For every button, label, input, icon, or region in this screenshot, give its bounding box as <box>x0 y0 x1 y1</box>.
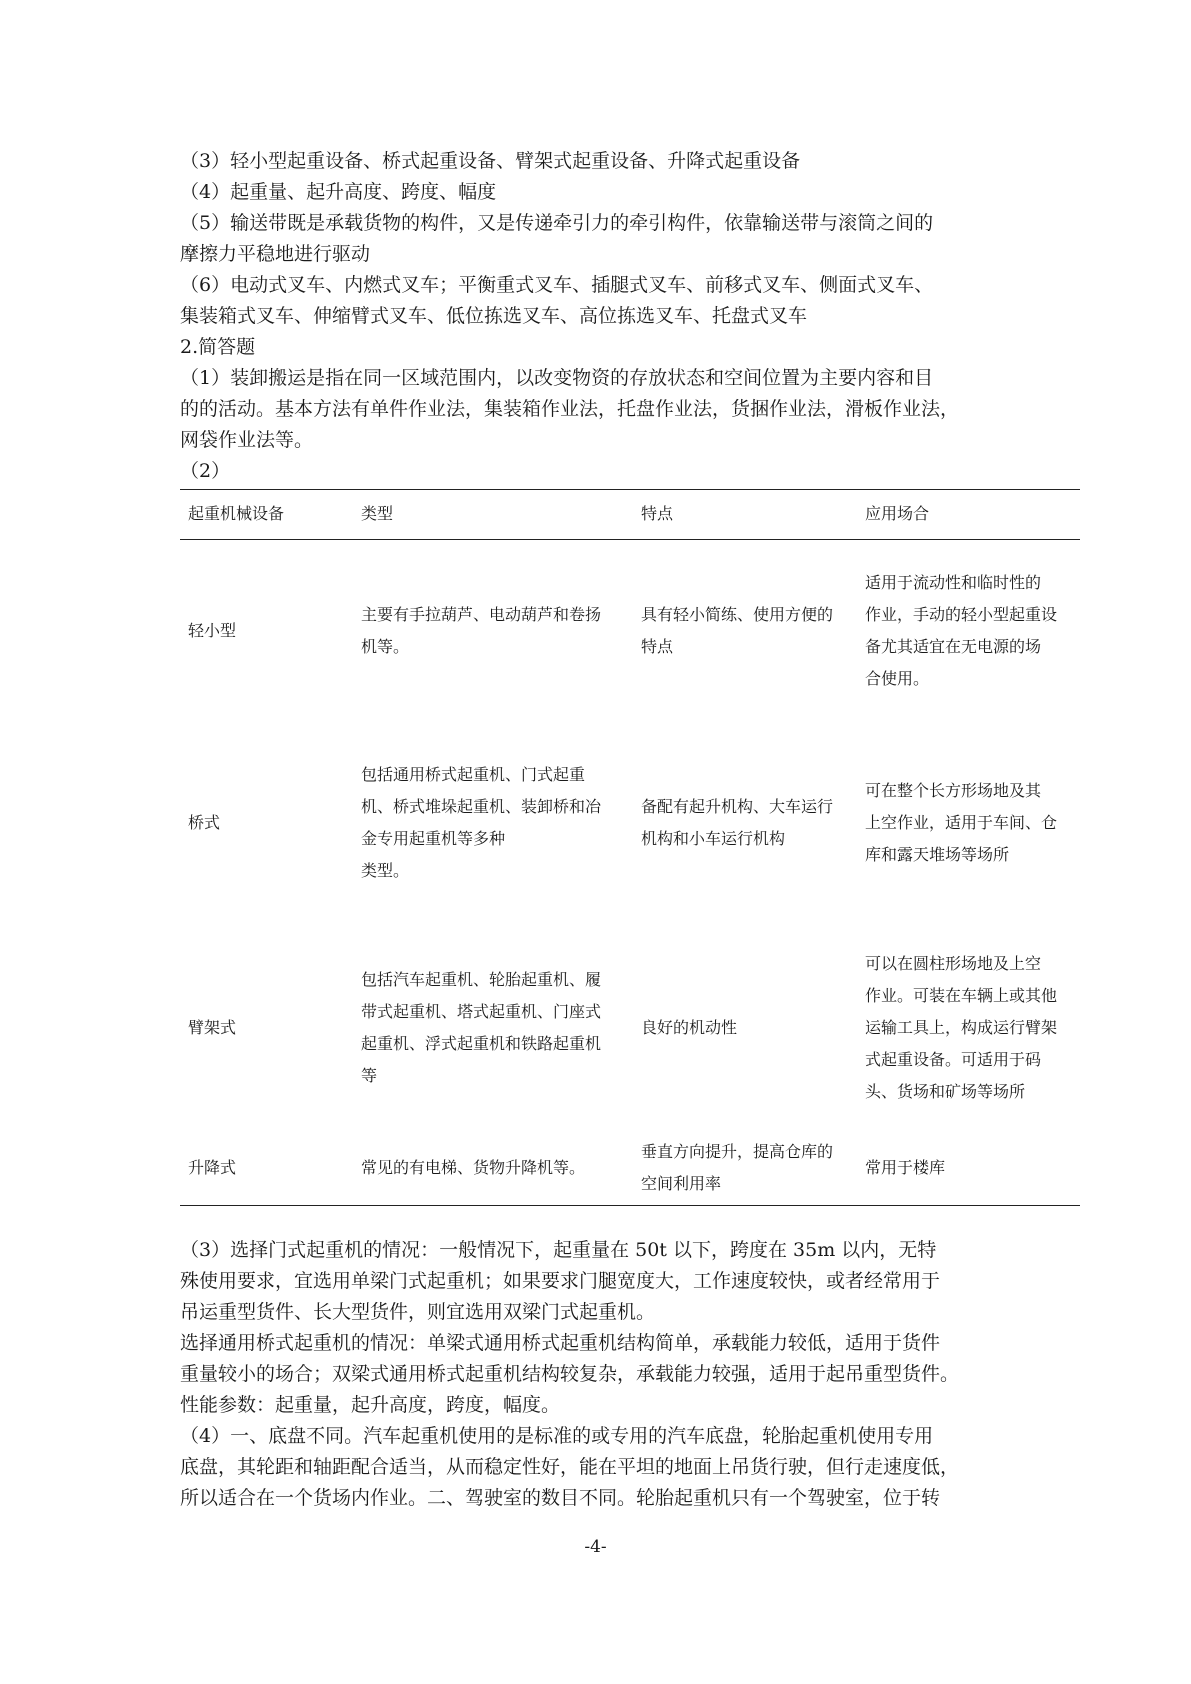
paragraph <box>180 1235 1080 1328</box>
paragraph-line: 网袋作业法等。 <box>180 429 314 451</box>
cell-text-line: 升降式 <box>188 1158 237 1178</box>
document-page <box>180 146 1080 1514</box>
paragraph-line: （4）一、底盘不同。汽车起重机使用的是标准的或专用的汽车底盘，轮胎起重机使用专用 <box>180 1425 934 1447</box>
cell-text-line: 合使用。 <box>865 668 930 688</box>
paragraph-line: 吊运重型货件、长大型货件，则宜选用双梁门式起重机。 <box>180 1301 656 1323</box>
cell-text-line: 作业，手动的轻小型起重设 <box>865 604 1058 624</box>
paragraph <box>180 1390 1080 1421</box>
paragraph-line: 2.简答题 <box>180 336 256 358</box>
paragraph <box>180 146 1080 177</box>
cell-text-line: 机构和小车运行机构 <box>641 828 786 848</box>
cell-usage <box>857 1132 1080 1206</box>
cell-feature <box>633 540 857 722</box>
cell-usage <box>857 924 1080 1132</box>
table-row <box>180 540 1080 722</box>
table-row <box>180 1132 1080 1206</box>
cell-text-line: 上空作业，适用于车间、仓 <box>865 812 1058 832</box>
cell-text-line: 包括汽车起重机、轮胎起重机、履 <box>361 969 602 989</box>
cell-text-line: 备尤其适宜在无电源的场 <box>865 636 1042 656</box>
cell-text-line: 主要有手拉葫芦、电动葫芦和卷扬 <box>361 604 602 624</box>
cell-text-line: 头、货场和矿场等场所 <box>865 1081 1026 1101</box>
paragraph <box>180 456 1080 487</box>
cell-type <box>353 722 633 924</box>
cell-text-line: 带式起重机、塔式起重机、门座式 <box>361 1001 602 1021</box>
cell-usage <box>857 540 1080 722</box>
cell-text-line: 备配有起升机构、大车运行 <box>641 796 834 816</box>
cell-text-line: 类型。 <box>361 860 410 880</box>
paragraph <box>180 1421 1080 1514</box>
cell-text-line: 垂直方向提升，提高仓库的 <box>641 1142 834 1162</box>
cell-text-line: 作业。可装在车辆上或其他 <box>865 985 1058 1005</box>
paragraph-line: （2） <box>180 460 231 482</box>
paragraph-line: （4）起重量、起升高度、跨度、幅度 <box>180 181 497 203</box>
paragraph-line: 选择通用桥式起重机的情况：单梁式通用桥式起重机结构简单，承载能力较低，适用于货件 <box>180 1332 941 1354</box>
paragraph-line: 所以适合在一个货场内作业。二、驾驶室的数目不同。轮胎起重机只有一个驾驶室，位于转 <box>180 1487 941 1509</box>
paragraph-line: （3）选择门式起重机的情况：一般情况下，起重量在 50t 以下，跨度在 35m 以内，无特 <box>180 1239 937 1261</box>
cell-text-line: 空间利用率 <box>641 1174 722 1194</box>
cell-equipment <box>180 924 353 1132</box>
paragraph-line: （5）输送带既是承载货物的构件，又是传递牵引力的牵引构件，依靠输送带与滚筒之间的 <box>180 212 934 234</box>
crane-comparison-table <box>180 489 1080 1206</box>
paragraph-line: （1）装卸搬运是指在同一区域范围内，以改变物资的存放状态和空间位置为主要内容和目 <box>180 367 934 389</box>
table-header-row <box>180 490 1080 540</box>
cell-text-line: 特点 <box>641 636 674 656</box>
header-equipment: 起重机械设备 <box>180 490 353 540</box>
cell-feature <box>633 924 857 1132</box>
cell-text-line: 式起重设备。可适用于码 <box>865 1049 1042 1069</box>
cell-text-line: 库和露天堆场等场所 <box>865 844 1010 864</box>
paragraph-line: 摩擦力平稳地进行驱动 <box>180 243 371 265</box>
paragraph <box>180 208 1080 270</box>
cell-text-line: 可以在圆柱形场地及上空 <box>865 953 1042 973</box>
paragraph-line: 重量较小的场合；双梁式通用桥式起重机结构较复杂，承载能力较强，适用于起吊重型货件。 <box>180 1363 960 1385</box>
cell-text-line: 轻小型 <box>188 620 237 640</box>
cell-type <box>353 924 633 1132</box>
cell-usage <box>857 722 1080 924</box>
cell-text-line: 起重机、浮式起重机和铁路起重机 <box>361 1033 602 1053</box>
paragraph <box>180 270 1080 332</box>
cell-text-line: 适用于流动性和临时性的 <box>865 572 1042 592</box>
cell-text-line: 机等。 <box>361 636 410 656</box>
cell-text-line: 具有轻小简练、使用方便的 <box>641 604 834 624</box>
cell-text-line: 良好的机动性 <box>641 1017 738 1037</box>
cell-equipment <box>180 540 353 722</box>
cell-text-line: 臂架式 <box>188 1017 237 1037</box>
paragraph <box>180 177 1080 208</box>
answer-section-top <box>180 146 1080 487</box>
paragraph-line: （3）轻小型起重设备、桥式起重设备、臂架式起重设备、升降式起重设备 <box>180 150 801 172</box>
cell-text-line: 桥式 <box>188 812 221 832</box>
page-number: -4- <box>584 1537 607 1557</box>
header-feature: 特点 <box>633 490 857 540</box>
cell-text-line: 可在整个长方形场地及其 <box>865 780 1042 800</box>
table-row <box>180 924 1080 1132</box>
cell-text-line: 金专用起重机等多种 <box>361 828 506 848</box>
cell-equipment <box>180 722 353 924</box>
cell-text-line: 机、桥式堆垛起重机、装卸桥和冶 <box>361 796 602 816</box>
cell-equipment <box>180 1132 353 1206</box>
paragraph <box>180 363 1080 456</box>
cell-text-line: 等 <box>361 1065 378 1085</box>
cell-text-line: 包括通用桥式起重机、门式起重 <box>361 764 586 784</box>
cell-feature <box>633 1132 857 1206</box>
cell-type <box>353 540 633 722</box>
paragraph-line: 集装箱式叉车、伸缩臂式叉车、低位拣选叉车、高位拣选叉车、托盘式叉车 <box>180 305 808 327</box>
paragraph-line: （6）电动式叉车、内燃式叉车；平衡重式叉车、插腿式叉车、前移式叉车、侧面式叉车、 <box>180 274 934 296</box>
cell-text-line: 常用于楼库 <box>865 1158 946 1178</box>
paragraph <box>180 332 1080 363</box>
cell-text-line: 常见的有电梯、货物升降机等。 <box>361 1158 586 1178</box>
cell-text-line: 运输工具上，构成运行臂架 <box>865 1017 1058 1037</box>
header-type: 类型 <box>353 490 633 540</box>
header-usage: 应用场合 <box>857 490 1080 540</box>
paragraph-line: 的的活动。基本方法有单件作业法，集装箱作业法，托盘作业法，货捆作业法，滑板作业法， <box>180 398 960 420</box>
table-row <box>180 722 1080 924</box>
cell-type <box>353 1132 633 1206</box>
paragraph-line: 性能参数：起重量，起升高度，跨度，幅度。 <box>180 1394 561 1416</box>
crane-comparison-table-wrapper <box>180 489 1080 1206</box>
paragraph-line: 底盘，其轮距和轴距配合适当，从而稳定性好，能在平坦的地面上吊货行驶，但行走速度低， <box>180 1456 960 1478</box>
paragraph-line: 殊使用要求，宜选用单梁门式起重机；如果要求门腿宽度大，工作速度较快，或者经常用于 <box>180 1270 941 1292</box>
paragraph <box>180 1328 1080 1390</box>
answer-section-bottom <box>180 1235 1080 1514</box>
cell-feature <box>633 722 857 924</box>
